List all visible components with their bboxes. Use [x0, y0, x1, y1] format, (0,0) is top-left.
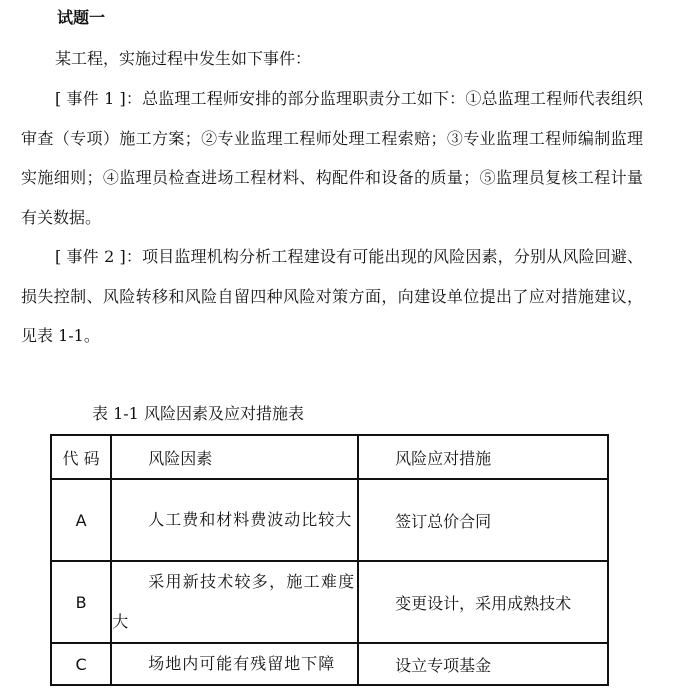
- intro-paragraph: 某工程，实施过程中发生如下事件：: [55, 49, 312, 68]
- risk-factor-text: 人工费和材料费波动比较大: [148, 510, 353, 529]
- row-code: C: [51, 643, 111, 685]
- row-code: A: [51, 479, 111, 561]
- header-code: 代 码: [51, 435, 111, 479]
- table-caption: 表 1-1 风险因素及应对措施表: [92, 404, 304, 423]
- table-row: [51, 561, 608, 643]
- table-header-row: [51, 435, 608, 479]
- header-risk-measure: 风险应对措施: [358, 435, 608, 479]
- row-risk-measure: 变更设计，采用成熟技术: [358, 561, 608, 643]
- event-1-paragraph: [ 事件 1 ]：总监理工程师安排的部分监理职责分工如下：①总监理工程师代表组织审查（专项）施工方案；②专业监理工程师处理工程索赔；③专业监理工程师编制监理实施细则；④监理员检查进场工程材料、构配件和设备的质量；⑤监理员复核工程计量有关数据。: [21, 89, 643, 227]
- risk-factor-text: 场地内可能有残留地下障: [148, 654, 336, 673]
- row-risk-factor: [111, 479, 358, 561]
- risk-factor-text: 采用新技术较多，施工难度大: [112, 572, 356, 631]
- table-row: [51, 479, 608, 561]
- row-risk-measure: 签订总价合同: [358, 479, 608, 561]
- row-code: B: [51, 561, 111, 643]
- event-2-paragraph: [ 事件 2 ]：项目监理机构分析工程建设有可能出现的风险因素，分别从风险回避、损失控制、风险转移和风险自留四种风险对策方面，向建设单位提出了应对措施建议，见表 1-1。: [21, 247, 643, 345]
- exam-question-title: 试题一: [57, 8, 106, 27]
- row-risk-factor: [111, 561, 358, 643]
- header-risk-factor: 风险因素: [111, 435, 358, 479]
- row-risk-measure: 设立专项基金: [358, 643, 608, 685]
- row-risk-factor: [111, 643, 358, 685]
- table-row: [51, 643, 608, 685]
- risk-measures-table: [50, 434, 609, 686]
